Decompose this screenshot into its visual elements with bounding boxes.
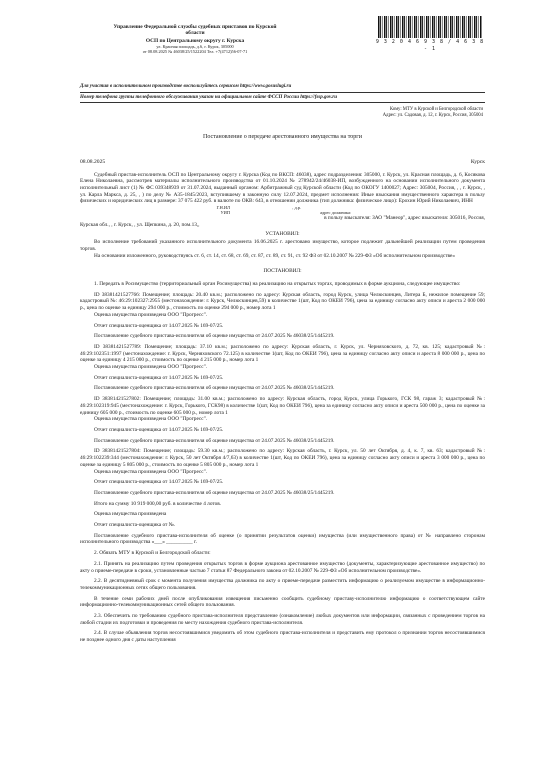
hotline-notice: Номер телефона группы телефонного обслуживания указан на официальном сайте ФССП России https://fssp.gov.ru xyxy=(80,94,338,100)
lot-4 xyxy=(80,448,485,500)
barcode-number: 9 3 2 0 4 6 9 3 8 / 4 6 3 8 - 1 xyxy=(375,39,485,52)
barcode-block xyxy=(375,16,485,52)
appraisal-blank: Оценка имущества произведена xyxy=(94,511,167,518)
established-heading: УСТАНОВИЛ: xyxy=(265,230,300,237)
lot-1 xyxy=(80,292,485,344)
debtor-address-label: адрес должника: xyxy=(320,210,352,216)
divider xyxy=(80,92,485,93)
report-blank: Отчет специалиста-оценщика от №. xyxy=(94,522,176,529)
lot-decision: Постановление судебного пристава-исполнителя об оценке имущества от 24.07.2025 № 46038/25/1445219. xyxy=(94,489,335,496)
department-address: ул. Красная площадь, д.6, г. Курск, 305000 xyxy=(156,43,234,49)
established-paragraph-2: На основании изложенного, руководствуясь ст. 6, ст. 14, ст. 68, ст. 69, ст. 87, ст. 89, ст. 91, ст. 92 ФЗ от 02.10.2007 № 229-ФЗ «Об исполнительном производстве» xyxy=(94,252,456,259)
barcode-icon xyxy=(377,16,483,38)
document-header xyxy=(80,24,485,82)
lot-appraiser: Оценка имущества произведена ООО "Прогресс". xyxy=(94,311,208,318)
lot-report: Отчет специалиста-оценщика от 14.07.2025 № 169-07/25. xyxy=(94,479,224,486)
org-line-2: области xyxy=(185,30,205,37)
resolved-item-2-2b: В течение семи рабочих дней после опубликования извещения письменно сообщить судебному приставу-исполнителю информацию о соответствующем сайте информационно-телекоммуникационных сетей общего пользования. xyxy=(80,595,485,609)
addressee-name: Кому: МТУ в Курской и Белгородской области xyxy=(389,107,483,112)
lot-report: Отчет специалиста-оценщика от 14.07.2025 № 169-07/25. xyxy=(94,426,224,433)
lot-decision: Постановление судебного пристава-исполнителя об оценке имущества от 24.07.2025 № 46038/25/1445219. xyxy=(94,333,335,340)
date-place-row xyxy=(80,159,485,166)
resolved-item-2-1: 2.1. Принять на реализацию путем проведения открытых торгов в форме аукциона арестованное имущество (документы, характеризующие арестованное имущество) по акту о приеме-передаче в сроки, установленные частью 7 статьи 87 Федерального закона от 02.10.2007 № 229-ФЗ «Об исполнительном производстве». xyxy=(80,560,485,574)
resolved-heading: ПОСТАНОВИЛ: xyxy=(263,268,302,275)
department-name: ОСП по Центральному округу г. Курска xyxy=(145,37,245,44)
resolved-item-2-2: 2.2. В десятидневный срок с момента получения имущества должника по акту о приеме-передаче разместить информацию о реализуемом имуществе в информационно-телекоммуникационных сетях общего пользования. xyxy=(80,578,485,591)
established-paragraph-1: Во исполнение требований указанного исполнительного документа 16.06.2025 г. арестовано имущество, которое подлежит дальнейшей реализации путем проведения торгов. xyxy=(80,239,485,252)
document-date: 08.08.2025 xyxy=(80,158,106,165)
lot-2 xyxy=(80,344,485,396)
lot-appraiser: Оценка имущества произведена ООО "Прогресс". xyxy=(94,468,208,475)
lot-description: ID 38381421527802: Помещение; площадь: 31.00 кв.м.; расположено по адресу: Курская область, город Курск, улица Горького, ГСК 98, гараж 3; кадастровый №: 46:29:102319:945 (местонахождение: г. Курск, Горького, ГСК98) в количестве 1(шт, Код по ОКЕИ 796), цена за единицу согласно акту описи и ареста 500 000 р., цена по оценке за единицу 605 000 р., стоимость по оценке 605 000 р., номер лота 1 xyxy=(80,396,485,416)
document-title: Постановление о передаче арестованного имущества на торги xyxy=(203,134,362,141)
lot-3 xyxy=(80,396,485,448)
document-city: Курск xyxy=(470,158,485,165)
lot-description: ID 38381421527766: Помещение; площадь: 20.40 кв.м.; расположено по адресу: Курская область, город Курск, улица Челюскинцев, Литера Б, нежилое помещение 59; кадастровый №: 46:29:102327:2955 (местонахождение: г. Курск, Челюскинцев,59) в количестве 1(шт, Код по ОКЕИ 796), цена за единицу согласно акту описи и ареста 2 000 000 р., цена по оценке за единицу 294 000 р., стоимость по оценке 294 000 р., номер лота 1 xyxy=(80,291,485,312)
lot-decision: Постановление судебного пристава-исполнителя об оценке имущества от 24.07.2025 № 46038/25/1445219. xyxy=(94,385,335,392)
debtor-gnil: Г.Н.ИЛ xyxy=(216,205,230,211)
lots-total: Итого на сумму 10 919 000,00 руб. в количестве 4 лотов. xyxy=(94,500,222,507)
claimant-address: Курская обл., , г. Курск, , ул. Щепкина, д. 20, пом.13,, xyxy=(80,221,200,228)
resolved-item-2: 2. Обязать МТУ в Курской и Белгородской области: xyxy=(94,550,211,557)
gosuslugi-notice: Для участия в исполнительном производстве воспользуйтесь сервисом https://www.gosuslugi.ru xyxy=(80,84,292,89)
addressee-address: Адрес: ул. Садовая, д. 12, г. Курск, Россия, 305004 xyxy=(382,112,483,118)
appraisal-conclusion: Постановление судебного пристава-исполнителя об оценке (о принятии результатов оценки) имущества (или имущественного права) от № направлено сторонам исполнительного производства «___» __________ г. xyxy=(80,532,485,546)
resolved-item-2-3: 2.3. Обеспечить по требованию судебного пристава-исполнителя представление (ознакомление) любых документов или информации, связанных с проведением торгов на любой стадии их подготовки и проведения по месту нахождения судебного пристава-исполнителя. xyxy=(80,613,485,626)
org-line-1: Управление Федеральной службы судебных приставов по Курской xyxy=(113,24,277,30)
issuing-authority xyxy=(80,24,310,54)
lot-appraiser: Оценка имущества произведена ООО "Прогресс". xyxy=(94,364,208,371)
claimant-paragraph: в пользу взыскателя: ЗАО "Манеор", адрес взыскателя: 305016, Россия, xyxy=(324,215,485,222)
debtor-birth-label: , д.р. xyxy=(292,205,302,211)
resolved-item-2-4: 2.4. В случае объявления торгов несостоявшимися уведомить об этом судебного пристава-исполнителя и представить ему протокол о признании торгов несостоявшимися не позднее одного дня с даты наступления xyxy=(80,630,485,644)
lot-decision: Постановление судебного пристава-исполнителя об оценке имущества от 24.07.2025 № 46038/25/1445219. xyxy=(94,437,335,444)
lot-description: ID 38381421527789: Помещение; площадь: 37.10 кв.м.; расположено по адресу: Курская область, г. Курск, ул. Черняховского, д. 72, кв. 125; кадастровый №: 46:29:102351:1997 (местонахождение: г. Курск, Черняховского 72.125) в количестве 1(шт, Код по ОКЕИ 796), цена за единицу согласно акту описи и ареста 8 000 000 р., цена по оценке за единицу 4 215 000 р., стоимость по оценке 4 215 000 р., номер лота 1 xyxy=(80,343,485,364)
debtor-uip-label: УИП xyxy=(220,210,230,216)
lot-description: ID 38381421527804: Помещение; площадь: 59.30 кв.м.; расположено по адресу: Курская область, г. Курск, ул. 50 лет Октября, д. 4, к. 7, кв. 63; кадастровый №: 46:29:102239:344 (местонахождение: г. Курск, 50 лет Октября 4/7,63) в количестве 1(шт, Код по ОКЕИ 796), цена за единицу согласно акту описи и ареста 3 000 000 р., цена по оценке за единицу 5 805 000 р., стоимость по оценке 5 805 000 р., номер лота 1 xyxy=(80,448,485,468)
addressee-block xyxy=(80,107,485,118)
intro-paragraph: Судебный пристав-исполнитель ОСП по Центральному округу г. Курска (Код по ВКСП: 46038), адрес подразделения: 305000, г. Курск, ул. Красная площадь, д. 6, Косякова Елена Николаевна, рассмотрев материалы исполнительного производства от 01.10.2024 № 278942/24/46038-ИП, возбужденного на основании исполнительного документа исполнительный лист (1) № ФС 039348939 от 31.07.2024, выданный органом: Арбитражный суд Курской области (Код по ОКОГУ 1400027; Адрес: 305004, Россия, , , г. Курск, , ул. Карла Маркса, д. 25, , ) по делу № А35-1845/2023, вступившему в законную силу 12.07.2024, предмет исполнения: Иные взыскания имущественного характера в пользу физических и юридических лиц в размере: 37 075 422 руб. в валюте по ОКВ: 643, в отношении должника (тип должника: физическое лицо): Ерохин Юрий Николаевич, ИНН xyxy=(80,171,485,205)
document-reference: от 08.08.2025 № 46038/25/1522204 Тел. +7(4712)56-07-71 xyxy=(142,48,248,54)
lot-appraiser: Оценка имущества произведена ООО "Прогресс". xyxy=(94,416,208,423)
divider xyxy=(80,102,485,103)
lot-report: Отчет специалиста-оценщика от 14.07.2025 № 169-07/25. xyxy=(94,374,224,381)
lot-report: Отчет специалиста-оценщика от 14.07.2025 № 169-07/25. xyxy=(94,322,224,329)
resolved-item-1: 1. Передать в Росимущество (территориальный орган Росимущества) на реализацию на открытых торгах, проводимых в форме аукциона, следующее имущество: xyxy=(94,281,461,288)
